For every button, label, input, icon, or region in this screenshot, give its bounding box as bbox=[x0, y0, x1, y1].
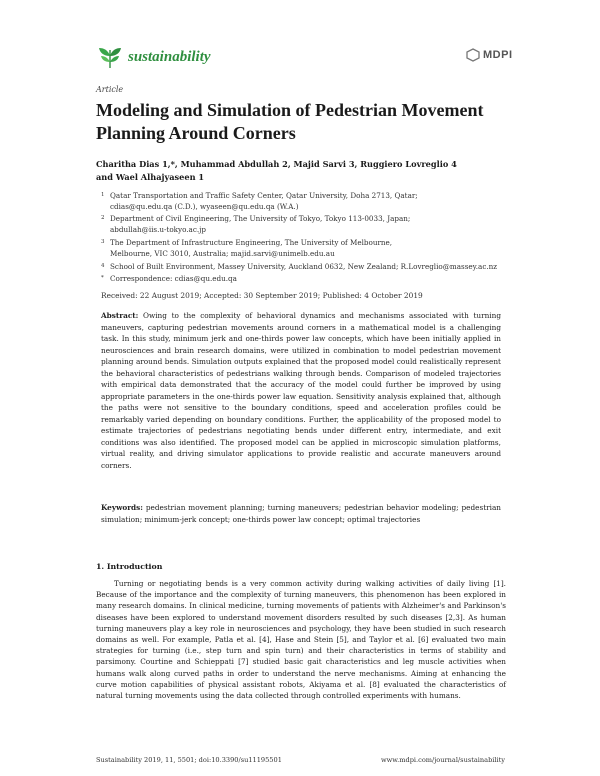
article-type: Article bbox=[96, 85, 124, 94]
introduction-body bbox=[96, 578, 506, 701]
abstract-label: Abstract: bbox=[101, 311, 139, 320]
journal-logo[interactable] bbox=[96, 44, 211, 70]
author-line-1: Charitha Dias 1,*, Muhammad Abdullah 2, Majid Sarvi 3, Ruggiero Lovreglio 4 bbox=[96, 159, 457, 169]
author-list bbox=[96, 158, 516, 184]
affiliation-1: 1 Qatar Transportation and Traffic Safety Center, Qatar University, Doha 2713, Qatar; cdias@qu.edu.qa (C.D.), wyaseen@qu.edu.qa (W.A.) bbox=[101, 191, 418, 211]
publisher-name: MDPI bbox=[483, 49, 513, 61]
correspondence: * Correspondence: cdias@qu.edu.qa bbox=[101, 274, 237, 283]
journal-url[interactable]: www.mdpi.com/journal/sustainability bbox=[380, 756, 505, 764]
intro-paragraph: Turning or negotiating bends is a very common activity during walking activities of daily living [1]. Because of the importance and the complexity of turning maneuvers, this phenomenon has been explored in many research domains. In clinical medicine, turning movements of patients with Alzheimer's and Parkinson's diseases have been explored to understand movement disorders resulted by such diseases [2,3]. As human turning maneuvers play a key role in neurosciences and psychology, they have been studied in such research domains as well. For example, Patla et al. [4], Hase and Stein [5], and Taylor et al. [6] evaluated two main strategies for turning (i.e., step turn and spin turn) and their characteristics in terms of stability and parsimony. Courtine and Schieppati [7] studied basic gait characteristics and leg muscle activities when humans walk along curved paths in order to understand the nerve mechanisms. Aiming at enhancing the curve motion capabilities of physical assistant robots, Akiyama et al. [8] evaluated the characteristics of natural turning movements using the data collected through controlled experiments with humans. bbox=[96, 579, 506, 701]
journal-name: sustainability bbox=[128, 48, 211, 65]
abstract-text: Owing to the complexity of behavioral dynamics and mechanisms associated with turning maneuvers, capturing pedestrian movements around corners in a mathematical model is a challenging task. In this study, minimum jerk and one-thirds power law concepts, which have been initially applied in neurosciences and brain research domains, were utilized in combination to model pedestrian movement planning around bends. Simulation outputs explained that the proposed model could realistically represent the behavioral characteristics of pedestrians walking through bends. Comparison of modeled trajectories with empirical data demonstrated that the accuracy of the model could further be improved by using appropriate parameters in the one-thirds power law equation. Sensitivity analysis explained that, although the paths were not sensitive to the boundary conditions, speed and acceleration profiles could be remarkably varied depending on boundary conditions. Further, the applicability of the proposed model to estimate trajectories of pedestrians negotiating bends under different entry, intermediate, and exit conditions was also identified. The proposed model can be applied in microscopic simulation platforms, virtual reality, and driving simulator applications to provide realistic and accurate maneuvers around corners. bbox=[101, 311, 501, 470]
affiliation-4: 4 School of Built Environment, Massey University, Auckland 0632, New Zealand; R.Lovreglio@massey.ac.nz bbox=[101, 262, 498, 271]
keywords-text: pedestrian movement planning; turning maneuvers; pedestrian behavior modeling; pedestrian simulation; minimum-jerk concept; one-thirds power law concept; optimal trajectories bbox=[101, 503, 501, 524]
affiliation-3: 3 The Department of Infrastructure Engineering, The University of Melbourne, Melbourne, VIC 3010, Australia; majid.sarvi@unimelb.edu.au bbox=[101, 238, 393, 258]
paper-title: Modeling and Simulation of Pedestrian Movement Planning Around Corners bbox=[96, 100, 484, 143]
leaf-logo-icon bbox=[96, 44, 124, 70]
mdpi-hexagon-icon bbox=[466, 48, 480, 62]
author-line-2: and Wael Alhajyaseen 1 bbox=[96, 172, 205, 182]
keywords-label: Keywords: bbox=[101, 503, 143, 512]
section-heading: 1. Introduction bbox=[96, 562, 163, 571]
keywords bbox=[101, 502, 501, 525]
publication-dates: Received: 22 August 2019; Accepted: 30 September 2019; Published: 4 October 2019 bbox=[101, 291, 423, 300]
publisher-logo[interactable] bbox=[466, 48, 513, 62]
citation-footer: Sustainability 2019, 11, 5501; doi:10.3390/su11195501 bbox=[96, 756, 282, 764]
abstract bbox=[101, 310, 501, 471]
affiliation-2: 2 Department of Civil Engineering, The University of Tokyo, Tokyo 113-0033, Japan; abdullah@iis.u-tokyo.ac.jp bbox=[101, 214, 411, 234]
